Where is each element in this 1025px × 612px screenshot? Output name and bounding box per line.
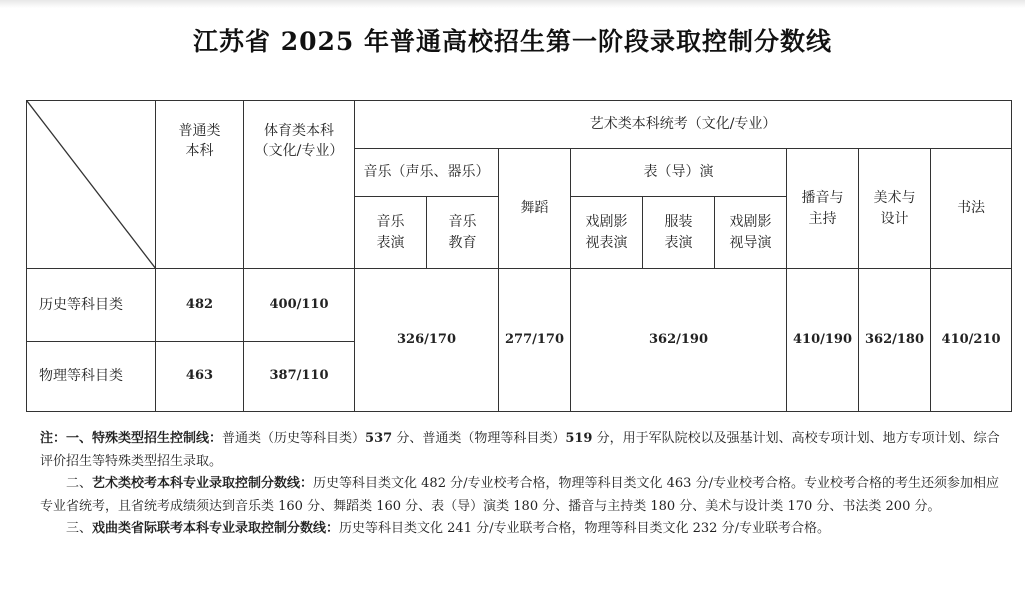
note-2: 二、艺术类校考本科专业录取控制分数线：历史等科目类文化 482 分/专业校考合格，物理等科目类文化 463 分/专业校考合格。专业校考合格的考生还须参加相应专业省统考，且省统考成绩须达到音乐类 160 分、舞蹈类 160 分、表（导）演类 180 分、播音与主持类 180 分、美术与设计类 170 分、书法类 200 分。 (40, 476, 999, 514)
header-dance: 舞蹈 (499, 149, 571, 269)
header-drama-film-acting: 戏剧影 视表演 (571, 197, 643, 269)
header-music: 音乐（声乐、器乐） (355, 149, 499, 197)
header-costume-performance: 服装 表演 (643, 197, 715, 269)
header-broadcast: 播音与 主持 (787, 149, 859, 269)
cell-dance-score: 277/170 (499, 269, 571, 412)
score-table (26, 100, 1012, 412)
top-shadow-bar (0, 0, 1025, 8)
header-art-design: 美术与 设计 (859, 149, 931, 269)
cell-sports-history: 400/110 (244, 269, 355, 342)
table-row (27, 269, 1012, 342)
note-3: 三、戏曲类省际联考本科专业录取控制分数线：历史等科目类文化 241 分/专业联考合格，物理等科目类文化 232 分/专业联考合格。 (66, 521, 830, 536)
header-sports: 体育类本科 （文化/专业） (244, 101, 355, 269)
header-regular: 普通类 本科 (156, 101, 244, 269)
cell-calligraphy-score: 410/210 (931, 269, 1012, 412)
header-calligraphy: 书法 (931, 149, 1012, 269)
row-label-physics: 物理等科目类 (27, 342, 156, 412)
header-acting-group: 表（导）演 (571, 149, 787, 197)
page-title: 江苏省 2025 年普通高校招生第一阶段录取控制分数线 (193, 27, 832, 56)
header-music-education: 音乐 教育 (427, 197, 499, 269)
cell-broadcast-score: 410/190 (787, 269, 859, 412)
cell-regular-history: 482 (156, 269, 244, 342)
notes-section (40, 428, 1000, 541)
header-music-performance: 音乐 表演 (355, 197, 427, 269)
cell-regular-physics: 463 (156, 342, 244, 412)
header-art-group: 艺术类本科统考（文化/专业） (355, 101, 1012, 149)
row-label-history: 历史等科目类 (27, 269, 156, 342)
cell-sports-physics: 387/110 (244, 342, 355, 412)
cell-acting-score: 362/190 (571, 269, 787, 412)
note-1: 注：一、特殊类型招生控制线：普通类（历史等科目类）537 分、普通类（物理等科目类）519 分，用于军队院校以及强基计划、高校专项计划、地方专项计划、综合评价招生等特殊类型招生录取。 (40, 431, 1000, 469)
diagonal-header-cell (27, 101, 156, 269)
header-drama-film-directing: 戏剧影 视导演 (715, 197, 787, 269)
cell-art-design-score: 362/180 (859, 269, 931, 412)
cell-music-score: 326/170 (355, 269, 499, 412)
diagonal-line (27, 101, 156, 269)
